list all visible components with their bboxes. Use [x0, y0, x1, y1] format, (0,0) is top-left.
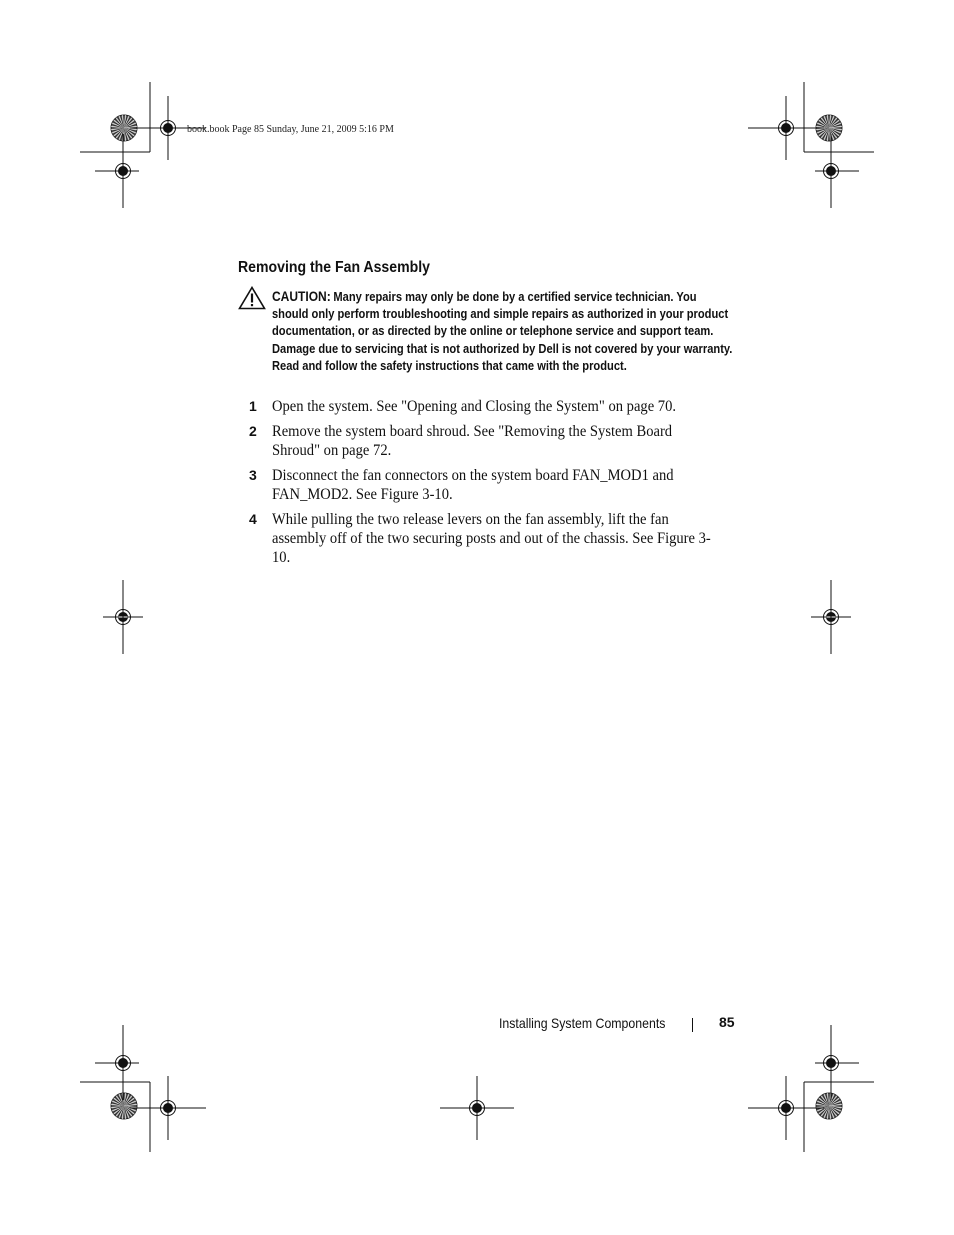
caution-notice [272, 288, 735, 375]
step-number: 2 [249, 423, 257, 439]
step-number: 1 [249, 398, 257, 414]
section-heading: Removing the Fan Assembly [238, 259, 430, 276]
starburst-wheel-icon [816, 1093, 842, 1119]
caution-body: Many repairs may only be done by a certified service technician. You should only perform troubleshooting and simple repairs as authorized in your product documentation, or as directed by the online or telephone service and support team. Damage due to servicing that is not authorized by Dell is not covered by your warranty. Read and follow the safety instructions that came with the product. [272, 290, 733, 373]
step-number: 4 [249, 511, 257, 527]
print-slug-line: book.book Page 85 Sunday, June 21, 2009 5:16 PM [187, 124, 394, 135]
step-number: 3 [249, 467, 257, 483]
step-text: Open the system. See "Opening and Closing the System" on page 70. [272, 398, 677, 415]
starburst-wheel-icon [111, 1093, 137, 1119]
footer-chapter-title: Installing System Components [499, 1015, 666, 1031]
footer-page-number: 85 [719, 1014, 735, 1030]
step-text: Disconnect the fan connectors on the system board FAN_MOD1 and FAN_MOD2. See Figure 3-10. [272, 467, 674, 503]
step-text: While pulling the two release levers on the fan assembly, lift the fan assembly off of the two securing posts and out of the chassis. See Figure 3-10. [272, 511, 711, 566]
warning-triangle-icon [238, 286, 266, 310]
step-text: Remove the system board shroud. See "Removing the System Board Shroud" on page 72. [272, 423, 673, 459]
footer-separator [692, 1018, 693, 1032]
caution-label: CAUTION: [272, 289, 331, 304]
